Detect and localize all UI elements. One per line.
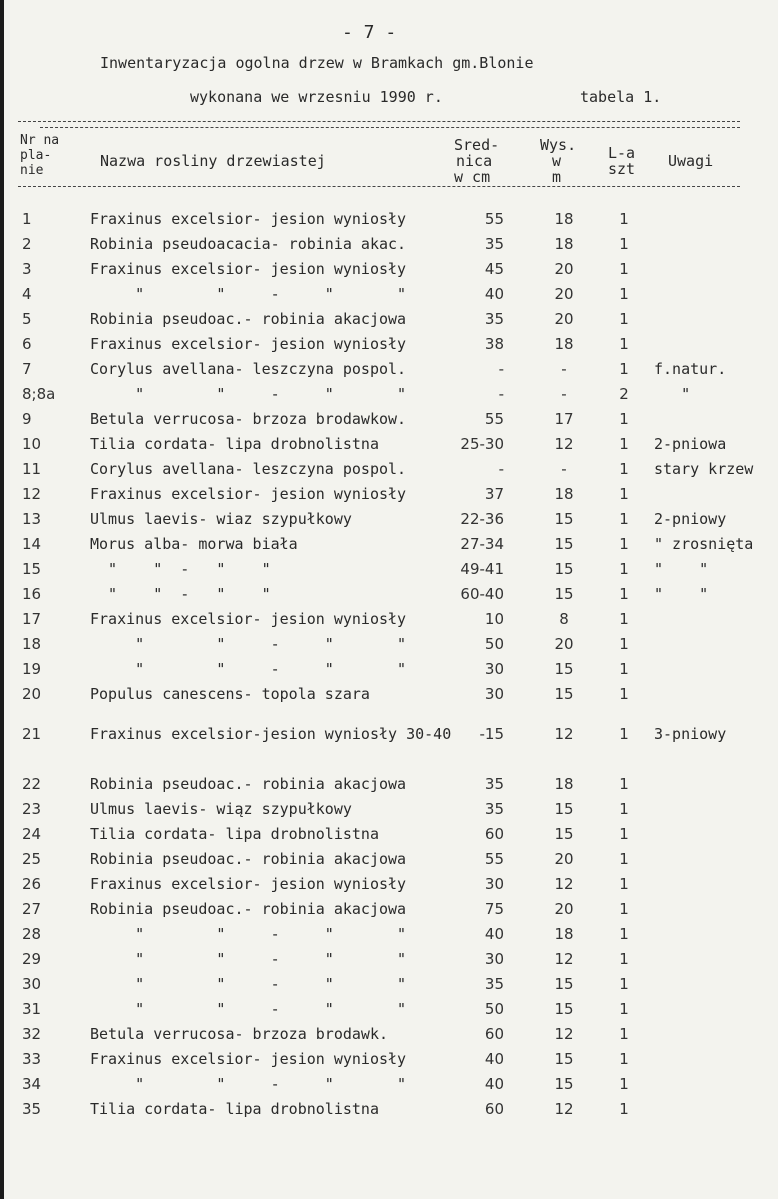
height: 15	[554, 1050, 574, 1068]
plant-name: Fraxinus excelsior- jesion wyniosły	[90, 875, 407, 893]
count: 1	[619, 925, 629, 943]
row-number: 10	[22, 435, 42, 453]
count: 1	[619, 510, 629, 528]
height: 12	[554, 875, 574, 893]
height: 15	[554, 585, 574, 603]
diameter: -	[498, 360, 504, 378]
plant-name: Fraxinus excelsior- jesion wyniosły	[90, 210, 407, 228]
height: -	[561, 360, 567, 378]
header-diameter-line1: Sred-	[454, 136, 500, 154]
row-number: 31	[22, 1000, 42, 1018]
header-height-line2: w	[552, 152, 562, 170]
height: 12	[554, 1025, 574, 1043]
height: 20	[554, 635, 574, 653]
header-name: Nazwa rosliny drzewiastej	[100, 152, 326, 170]
diameter: 55	[484, 410, 504, 428]
row-number: 11	[22, 460, 42, 478]
height: 18	[554, 335, 574, 353]
count: 1	[619, 1100, 629, 1118]
row-number: 32	[22, 1025, 42, 1043]
note: 2-pniowy	[654, 510, 727, 528]
diameter: 30	[484, 950, 504, 968]
plant-name: Tilia cordata- lipa drobnolistna	[90, 825, 379, 843]
row-number: 12	[22, 485, 42, 503]
diameter: 49-41	[460, 560, 504, 578]
row-number: 30	[22, 975, 42, 993]
plant-name: Robinia pseudoac.- robinia akacjowa	[90, 775, 407, 793]
count: 1	[619, 800, 629, 818]
row-number: 8;8a	[22, 385, 56, 403]
diameter: 35	[484, 775, 504, 793]
diameter: 60	[484, 1025, 504, 1043]
diameter: 40	[484, 1075, 504, 1093]
diameter: 30	[484, 875, 504, 893]
header-count-line2: szt	[608, 160, 636, 178]
count: 1	[619, 460, 629, 478]
height: 15	[554, 975, 574, 993]
diameter: 35	[484, 975, 504, 993]
note: " "	[654, 560, 709, 578]
plant-name: Fraxinus excelsior- jesion wyniosły	[90, 260, 407, 278]
diameter: 40	[484, 285, 504, 303]
row-number: 26	[22, 875, 42, 893]
height: 12	[554, 435, 574, 453]
count: 1	[619, 285, 629, 303]
row-number: 16	[22, 585, 42, 603]
row-number: 28	[22, 925, 42, 943]
table-label: tabela 1.	[580, 88, 662, 106]
row-number: 21	[22, 725, 42, 743]
note: 3-pniowy	[654, 725, 727, 743]
plant-name: Corylus avellana- leszczyna pospol.	[90, 460, 407, 478]
header-nr-line3: nie	[20, 163, 44, 178]
diameter: 50	[484, 1000, 504, 1018]
header-height-line3: m	[552, 168, 562, 186]
page-number: - 7 -	[342, 22, 397, 43]
count: 1	[619, 360, 629, 378]
plant-name: " " - " "	[90, 285, 407, 303]
diameter: 35	[484, 310, 504, 328]
row-number: 35	[22, 1100, 42, 1118]
diameter: 27-34	[460, 535, 504, 553]
height: 15	[554, 1075, 574, 1093]
count: 1	[619, 260, 629, 278]
note: stary krzew	[654, 460, 754, 478]
note: " zrosnięta	[654, 535, 754, 553]
row-number: 9	[22, 410, 32, 428]
diameter: 40	[484, 1050, 504, 1068]
plant-name: " " - " "	[90, 950, 407, 968]
height: 18	[554, 210, 574, 228]
plant-name: Tilia cordata- lipa drobnolistna	[90, 1100, 379, 1118]
note: "	[654, 385, 691, 403]
height: 15	[554, 560, 574, 578]
plant-name: Ulmus laevis- wiaz szypułkowy	[90, 510, 352, 528]
diameter: 30	[484, 660, 504, 678]
document-title: Inwentaryzacja ogolna drzew w Bramkach gm.Blonie	[100, 54, 534, 72]
row-number: 14	[22, 535, 42, 553]
height: 20	[554, 850, 574, 868]
height: 12	[554, 1100, 574, 1118]
count: 1	[619, 975, 629, 993]
count: 1	[619, 775, 629, 793]
height: 15	[554, 685, 574, 703]
height: 15	[554, 510, 574, 528]
row-number: 4	[22, 285, 32, 303]
diameter: 75	[484, 900, 504, 918]
diameter: -	[498, 460, 504, 478]
count: 1	[619, 1075, 629, 1093]
row-number: 23	[22, 800, 42, 818]
height: 8	[559, 610, 569, 628]
count: 1	[619, 310, 629, 328]
plant-name: " " - " "	[90, 1000, 407, 1018]
header-rule-top-2	[40, 127, 740, 128]
height: 15	[554, 800, 574, 818]
plant-name: Morus alba- morwa biała	[90, 535, 298, 553]
row-number: 6	[22, 335, 32, 353]
height: 18	[554, 235, 574, 253]
height: 20	[554, 900, 574, 918]
count: 1	[619, 410, 629, 428]
plant-name: " " - " "	[90, 660, 407, 678]
row-number: 2	[22, 235, 32, 253]
row-number: 22	[22, 775, 42, 793]
count: 1	[619, 875, 629, 893]
row-number: 29	[22, 950, 42, 968]
diameter: 60	[484, 825, 504, 843]
count: 1	[619, 950, 629, 968]
diameter: 25-30	[460, 435, 504, 453]
count: 1	[619, 900, 629, 918]
diameter: 10	[484, 610, 504, 628]
document-subtitle: wykonana we wrzesniu 1990 r.	[190, 88, 443, 106]
header-nr-line1: Nr na	[20, 133, 60, 148]
diameter: 60	[484, 1100, 504, 1118]
plant-name: " " - " "	[90, 385, 407, 403]
header-count-line1: L-a	[608, 144, 636, 162]
count: 1	[619, 610, 629, 628]
plant-name: Fraxinus excelsior-jesion wyniosły 30-40	[90, 725, 452, 743]
plant-name: " " - " "	[90, 585, 271, 603]
plant-name: Fraxinus excelsior- jesion wyniosły	[90, 1050, 407, 1068]
count: 1	[619, 1025, 629, 1043]
row-number: 25	[22, 850, 42, 868]
diameter: -15	[479, 725, 504, 743]
diameter: 60-40	[460, 585, 504, 603]
count: 1	[619, 235, 629, 253]
height: 15	[554, 660, 574, 678]
plant-name: Robinia pseudoac.- robinia akacjowa	[90, 900, 407, 918]
height: 12	[554, 950, 574, 968]
plant-name: " " - " "	[90, 1075, 407, 1093]
row-number: 17	[22, 610, 42, 628]
height: 18	[554, 485, 574, 503]
height: 15	[554, 1000, 574, 1018]
height: 15	[554, 535, 574, 553]
header-height-line1: Wys.	[540, 136, 577, 154]
row-number: 18	[22, 635, 42, 653]
document-page	[4, 0, 778, 1199]
diameter: 37	[484, 485, 504, 503]
row-number: 1	[22, 210, 32, 228]
plant-name: Ulmus laevis- wiąz szypułkowy	[90, 800, 352, 818]
diameter: 50	[484, 635, 504, 653]
plant-name: " " - " "	[90, 975, 407, 993]
plant-name: Robinia pseudoac.- robinia akacjowa	[90, 850, 407, 868]
count: 1	[619, 635, 629, 653]
note: 2-pniowa	[654, 435, 727, 453]
header-notes: Uwagi	[668, 152, 714, 170]
row-number: 24	[22, 825, 42, 843]
diameter: 40	[484, 925, 504, 943]
count: 1	[619, 485, 629, 503]
header-diameter-line3: w cm	[454, 168, 491, 186]
row-number: 5	[22, 310, 32, 328]
diameter: 45	[484, 260, 504, 278]
height: 18	[554, 775, 574, 793]
header-diameter-line2: nica	[456, 152, 493, 170]
plant-name: Robinia pseudoac.- robinia akacjowa	[90, 310, 407, 328]
count: 1	[619, 850, 629, 868]
diameter: 55	[484, 850, 504, 868]
height: -	[561, 460, 567, 478]
plant-name: Fraxinus excelsior- jesion wyniosły	[90, 610, 407, 628]
count: 1	[619, 660, 629, 678]
height: 15	[554, 825, 574, 843]
count: 1	[619, 585, 629, 603]
plant-name: " " - " "	[90, 560, 271, 578]
count: 1	[619, 535, 629, 553]
count: 1	[619, 560, 629, 578]
height: 20	[554, 310, 574, 328]
count: 1	[619, 825, 629, 843]
header-rule-bottom	[18, 186, 740, 187]
plant-name: " " - " "	[90, 635, 407, 653]
count: 1	[619, 435, 629, 453]
plant-name: " " - " "	[90, 925, 407, 943]
plant-name: Corylus avellana- leszczyna pospol.	[90, 360, 407, 378]
row-number: 33	[22, 1050, 42, 1068]
header-nr-line2: pla-	[20, 148, 52, 163]
row-number: 34	[22, 1075, 42, 1093]
plant-name: Betula verrucosa- brzoza brodawkow.	[90, 410, 407, 428]
plant-name: Tilia cordata- lipa drobnolistna	[90, 435, 379, 453]
diameter: 30	[484, 685, 504, 703]
plant-name: Fraxinus excelsior- jesion wyniosły	[90, 485, 407, 503]
plant-name: Populus canescens- topola szara	[90, 685, 370, 703]
count: 1	[619, 1050, 629, 1068]
row-number: 7	[22, 360, 32, 378]
count: 1	[619, 335, 629, 353]
diameter: 55	[484, 210, 504, 228]
note: " "	[654, 585, 709, 603]
header-rule-top	[18, 121, 740, 122]
diameter: 35	[484, 800, 504, 818]
diameter: 22-36	[460, 510, 504, 528]
row-number: 13	[22, 510, 42, 528]
diameter: 38	[484, 335, 504, 353]
height: 20	[554, 260, 574, 278]
height: 20	[554, 285, 574, 303]
plant-name: Fraxinus excelsior- jesion wyniosły	[90, 335, 407, 353]
count: 1	[619, 210, 629, 228]
height: -	[561, 385, 567, 403]
row-number: 20	[22, 685, 42, 703]
row-number: 15	[22, 560, 42, 578]
diameter: 35	[484, 235, 504, 253]
plant-name: Betula verrucosa- brzoza brodawk.	[90, 1025, 389, 1043]
row-number: 3	[22, 260, 32, 278]
height: 12	[554, 725, 574, 743]
note: f.natur.	[654, 360, 727, 378]
height: 17	[554, 410, 574, 428]
plant-name: Robinia pseudoacacia- robinia akac.	[90, 235, 407, 253]
diameter: -	[498, 385, 504, 403]
count: 1	[619, 685, 629, 703]
height: 18	[554, 925, 574, 943]
row-number: 27	[22, 900, 42, 918]
count: 2	[619, 385, 629, 403]
count: 1	[619, 1000, 629, 1018]
row-number: 19	[22, 660, 42, 678]
count: 1	[619, 725, 629, 743]
